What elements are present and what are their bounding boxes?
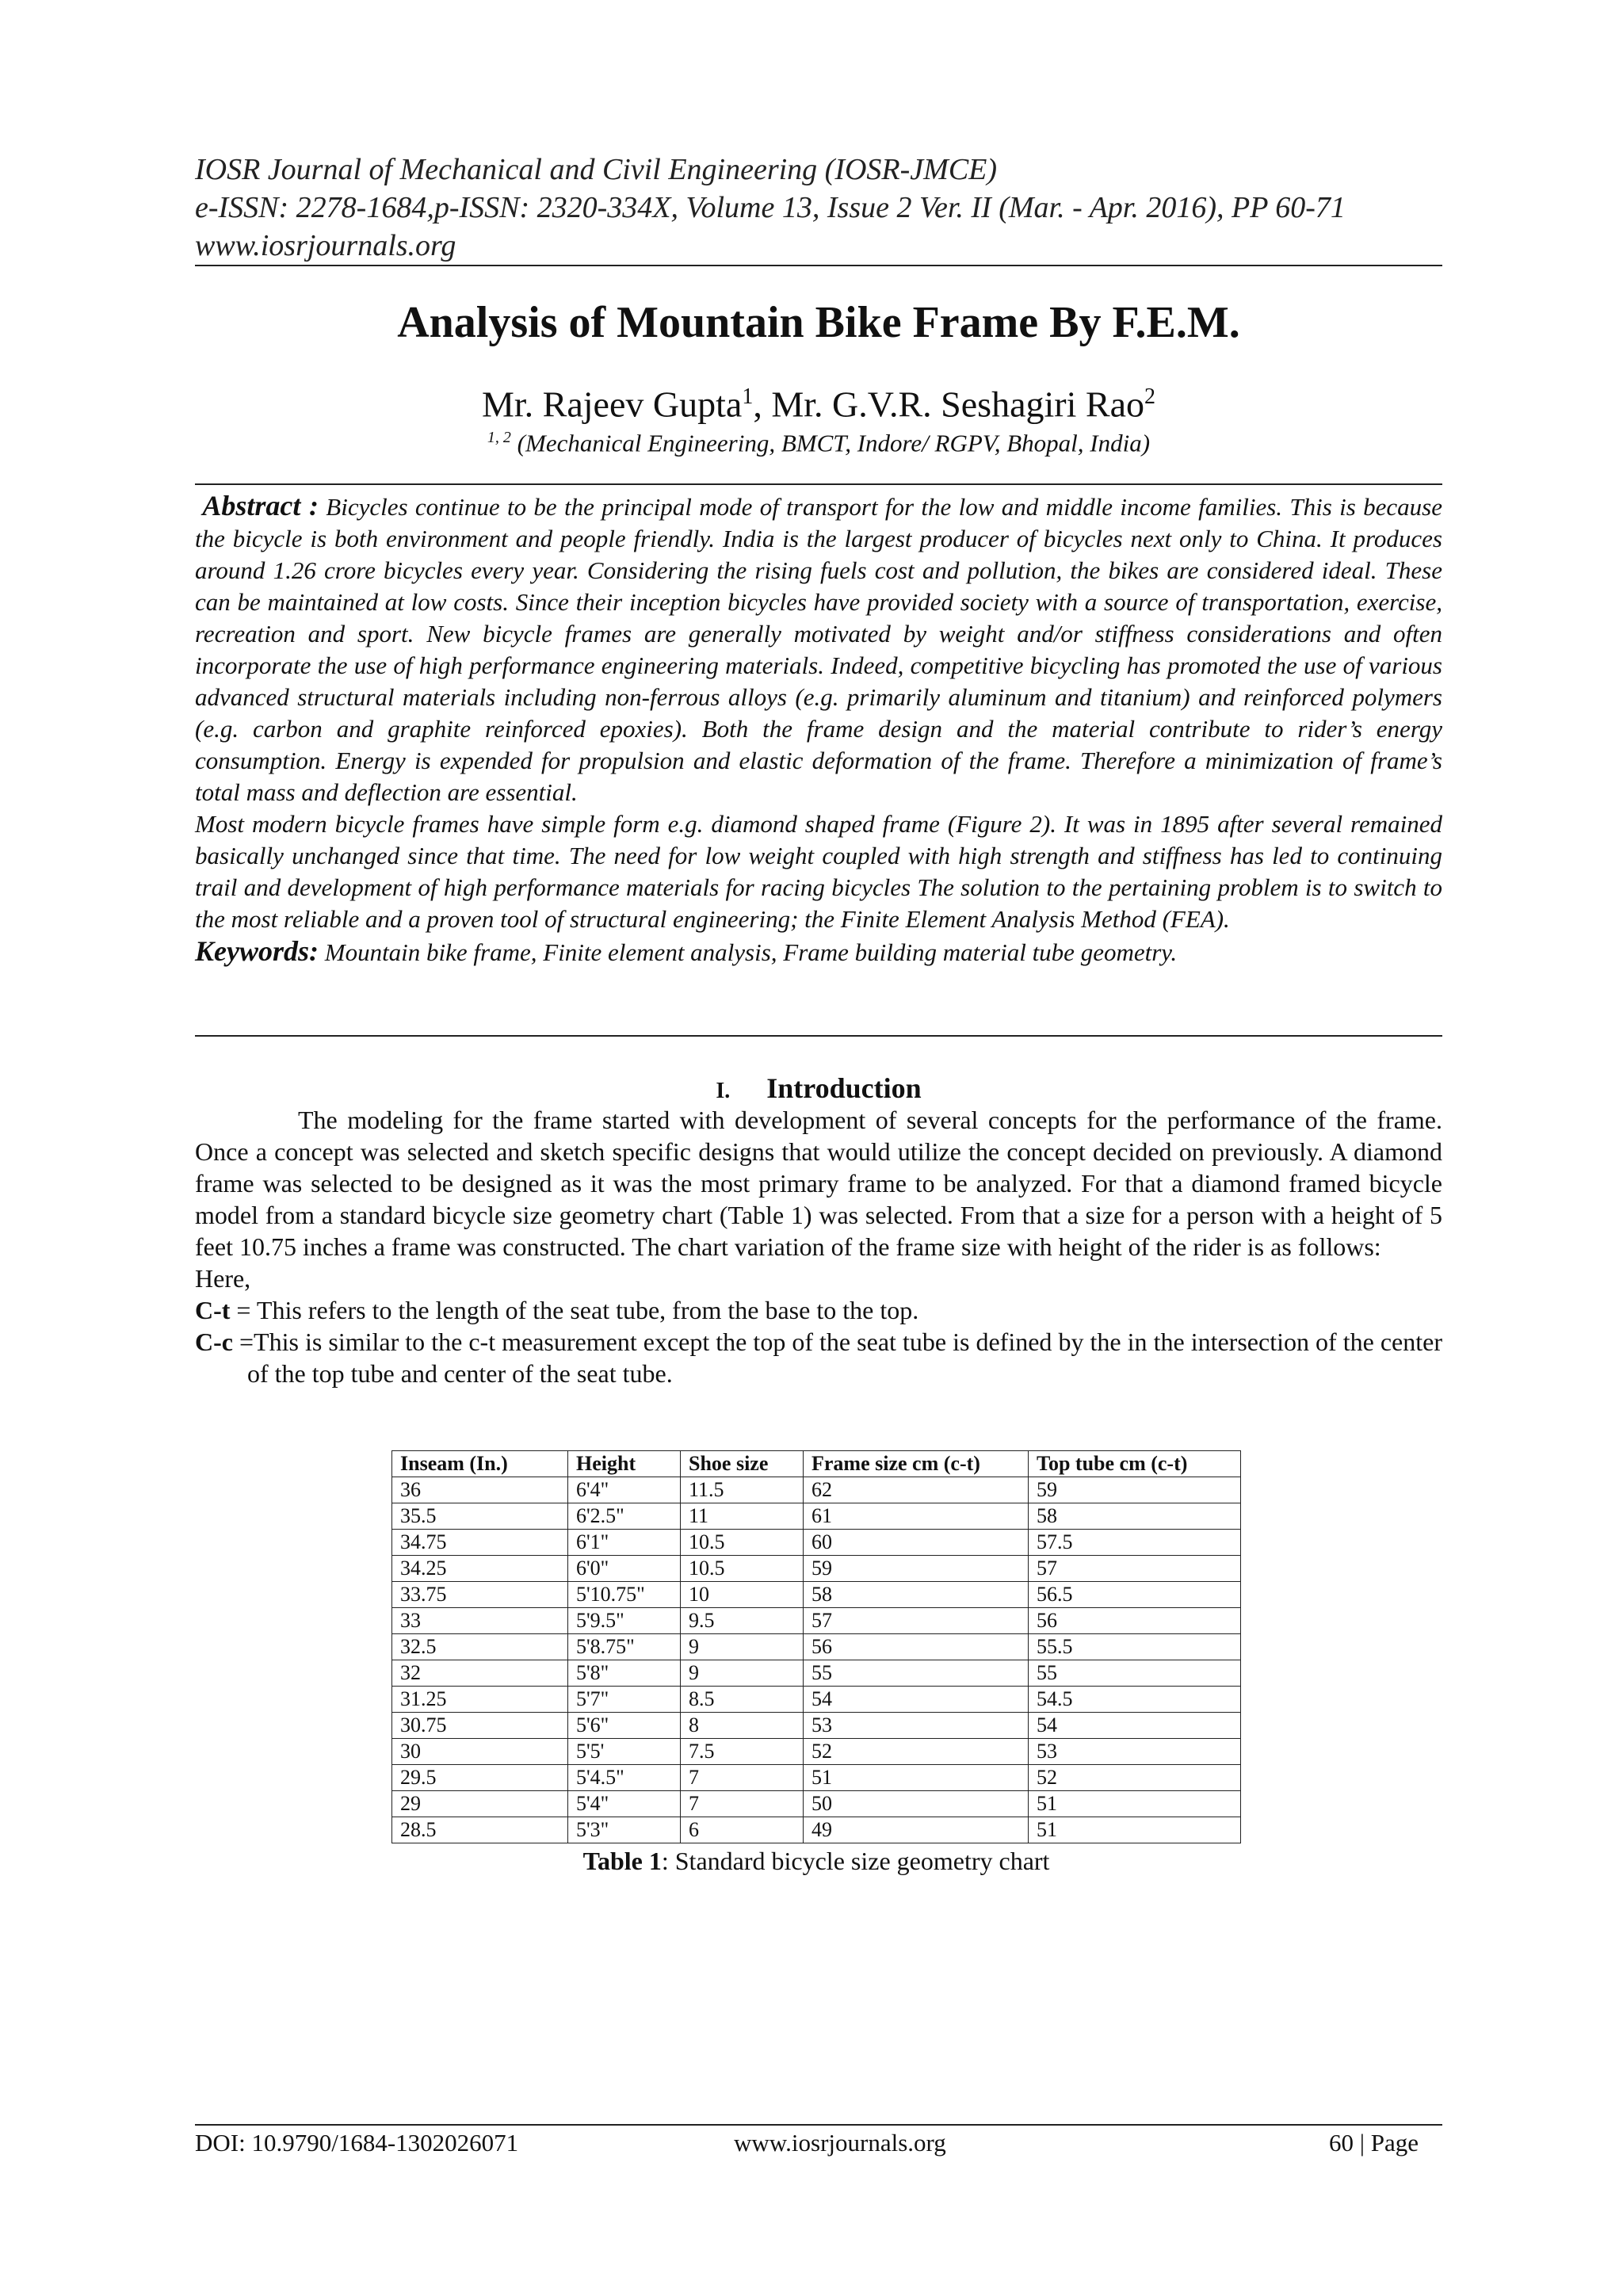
table-row bbox=[392, 1530, 1241, 1556]
section-number: I. bbox=[716, 1079, 731, 1103]
table-cell: 55 bbox=[1029, 1660, 1241, 1687]
table-cell: 59 bbox=[1029, 1477, 1241, 1503]
affiliation bbox=[195, 420, 1442, 460]
table-row bbox=[392, 1739, 1241, 1765]
col-frame-header: Frame size cm (c-t) bbox=[804, 1451, 1029, 1477]
table-cell: 29.5 bbox=[392, 1765, 568, 1791]
table-cell: 7.5 bbox=[681, 1739, 804, 1765]
table-cell: 8 bbox=[681, 1713, 804, 1739]
table-cell: 5'8" bbox=[568, 1660, 681, 1687]
table-cell: 7 bbox=[681, 1791, 804, 1817]
table-row bbox=[392, 1608, 1241, 1634]
table-cell: 10.5 bbox=[681, 1530, 804, 1556]
def-cc-label: C-c bbox=[195, 1328, 233, 1356]
geometry-table bbox=[391, 1450, 1241, 1843]
table-cell: 32.5 bbox=[392, 1634, 568, 1660]
table-cell: 51 bbox=[1029, 1791, 1241, 1817]
table-cell: 30 bbox=[392, 1739, 568, 1765]
table-cell: 58 bbox=[804, 1582, 1029, 1608]
table-cell: 52 bbox=[1029, 1765, 1241, 1791]
table-row bbox=[392, 1817, 1241, 1843]
journal-name: IOSR Journal of Mechanical and Civil Engineering (IOSR-JMCE) bbox=[195, 153, 998, 186]
table-row bbox=[392, 1791, 1241, 1817]
paper-title: Analysis of Mountain Bike Frame By F.E.M. bbox=[397, 298, 1240, 347]
table-row bbox=[392, 1765, 1241, 1791]
keywords-label: Keywords: bbox=[195, 935, 319, 967]
abstract-text-1: Bicycles continue to be the principal mode of transport for the low and middle income families. This is because the bicycle is both environment and people friendly. India is the largest producer of bicycles next only to China. It produces around 1.26 crore bicycles every year. Considering the rising fuels cost and pollution, the bikes are considered ideal. These can be maintained at low costs. Since their inception bicycles have provided society with a source of transportation, exercise, recreation and sport. New bicycle frames are generally motivated by weight and/or stiffness considerations and often incorporate the use of high performance engineering materials. Indeed, competitive bicycling has promoted the use of various advanced structural materials including non-ferrous alloys (e.g. primarily aluminum and titanium) and reinforced polymers (e.g. carbon and graphite reinforced epoxies). Both the frame design and the material contribute to rider’s energy consumption. Energy is expended for propulsion and elastic deformation of the frame. Therefore a minimization of frame’s total mass and deflection are essential. bbox=[195, 493, 1443, 806]
table-cell: 61 bbox=[804, 1503, 1029, 1530]
table-cell: 54 bbox=[1029, 1713, 1241, 1739]
table-cell: 51 bbox=[804, 1765, 1029, 1791]
table-caption bbox=[391, 1845, 1241, 1877]
table-cell: 10.5 bbox=[681, 1556, 804, 1582]
table-caption-text: : Standard bicycle size geometry chart bbox=[661, 1847, 1050, 1875]
table-cell: 6'2.5" bbox=[568, 1503, 681, 1530]
author-1: Mr. Rajeev Gupta bbox=[482, 384, 743, 425]
footer-website[interactable]: www.iosrjournals.org bbox=[734, 2129, 946, 2157]
intro-paragraph: The modeling for the frame started with development of several concepts for the performance of the frame. Once a concept was selected and sketch specific designs that would utilize the concept decided on previously. A diamond frame was selected to be designed as it was the most primary frame to be analyzed. For that a diamond framed bicycle model from a standard bicycle size geometry chart (Table 1) was selected. From that a size for a person with a height of 5 feet 10.75 inches a frame was constructed. The chart variation of the frame size with height of the rider is as follows: bbox=[195, 1106, 1442, 1261]
def-cc-text: =This is similar to the c-t measurement except the top of the seat tube is defined by the in the intersection of the center of the top tube and center of the seat tube. bbox=[232, 1328, 1442, 1388]
abstract-label: Abstract : bbox=[202, 490, 319, 521]
abstract-para-1 bbox=[195, 490, 1442, 808]
affiliation-sup: 1, 2 bbox=[487, 429, 511, 446]
table-cell: 29 bbox=[392, 1791, 568, 1817]
col-shoe-header: Shoe size bbox=[681, 1451, 804, 1477]
table-cell: 50 bbox=[804, 1791, 1029, 1817]
table-cell: 58 bbox=[1029, 1503, 1241, 1530]
table-cell: 5'6" bbox=[568, 1713, 681, 1739]
table-cell: 5'3" bbox=[568, 1817, 681, 1843]
table-cell: 57 bbox=[804, 1608, 1029, 1634]
intro-here: Here, bbox=[195, 1264, 251, 1293]
table-row bbox=[392, 1660, 1241, 1687]
table-cell: 56 bbox=[1029, 1608, 1241, 1634]
abstract-block bbox=[195, 490, 1442, 968]
table-row bbox=[392, 1687, 1241, 1713]
table-cell: 6'4" bbox=[568, 1477, 681, 1503]
table-cell: 33 bbox=[392, 1608, 568, 1634]
abstract-para-2: Most modern bicycle frames have simple form e.g. diamond shaped frame (Figure 2). It was in 1895 after several remained basically unchanged since that time. The need for low weight coupled with high strength and stiffness has led to continuing trail and development of high performance materials for racing bicycles The solution to the pertaining problem is to switch to the most reliable and a proven tool of structural engineering; the Finite Element Analysis Method (FEA). bbox=[195, 810, 1442, 933]
table-cell: 5'4.5" bbox=[568, 1765, 681, 1791]
section-title: Introduction bbox=[766, 1072, 922, 1104]
table-cell: 52 bbox=[804, 1739, 1029, 1765]
table-cell: 32 bbox=[392, 1660, 568, 1687]
table-cell: 5'7" bbox=[568, 1687, 681, 1713]
col-inseam-header: Inseam (In.) bbox=[392, 1451, 568, 1477]
table-cell: 62 bbox=[804, 1477, 1029, 1503]
table-cell: 7 bbox=[681, 1765, 804, 1791]
table-row bbox=[392, 1477, 1241, 1503]
table-cell: 36 bbox=[392, 1477, 568, 1503]
table-cell: 5'5' bbox=[568, 1739, 681, 1765]
table-cell: 9 bbox=[681, 1634, 804, 1660]
geometry-table-wrap bbox=[391, 1450, 1241, 1843]
footer-doi: DOI: 10.9790/1684-1302026071 bbox=[195, 2129, 519, 2157]
table-cell: 56.5 bbox=[1029, 1582, 1241, 1608]
def-cc bbox=[195, 1326, 1442, 1389]
table-cell: 59 bbox=[804, 1556, 1029, 1582]
col-height-header: Height bbox=[568, 1451, 681, 1477]
table-cell: 31.25 bbox=[392, 1687, 568, 1713]
footer-divider bbox=[195, 2124, 1442, 2126]
affiliation-text: (Mechanical Engineering, BMCT, Indore/ RGPV, Bhopal, India) bbox=[510, 429, 1151, 457]
table-row bbox=[392, 1582, 1241, 1608]
table-cell: 9 bbox=[681, 1660, 804, 1687]
keywords-text: Mountain bike frame, Finite element analysis, Frame building material tube geometry. bbox=[324, 938, 1178, 966]
col-toptube-header: Top tube cm (c-t) bbox=[1029, 1451, 1241, 1477]
table-cell: 51 bbox=[1029, 1817, 1241, 1843]
def-ct bbox=[195, 1294, 1442, 1326]
table-cell: 9.5 bbox=[681, 1608, 804, 1634]
table-cell: 6'1" bbox=[568, 1530, 681, 1556]
def-ct-text: = This refers to the length of the seat tube, from the base to the top. bbox=[230, 1296, 919, 1324]
table-row bbox=[392, 1503, 1241, 1530]
table-cell: 34.25 bbox=[392, 1556, 568, 1582]
footer-page-number: 60 | Page bbox=[1329, 2129, 1419, 2157]
table-cell: 6'0" bbox=[568, 1556, 681, 1582]
table-body bbox=[392, 1477, 1241, 1843]
table-cell: 54.5 bbox=[1029, 1687, 1241, 1713]
table-cell: 57 bbox=[1029, 1556, 1241, 1582]
table-cell: 35.5 bbox=[392, 1503, 568, 1530]
table-cell: 54 bbox=[804, 1687, 1029, 1713]
table-cell: 5'4" bbox=[568, 1791, 681, 1817]
table-cell: 5'8.75" bbox=[568, 1634, 681, 1660]
keywords-line bbox=[195, 935, 1442, 968]
table-cell: 56 bbox=[804, 1634, 1029, 1660]
header-divider bbox=[195, 265, 1442, 266]
table-caption-label: Table 1 bbox=[582, 1847, 662, 1875]
table-cell: 53 bbox=[1029, 1739, 1241, 1765]
table-cell: 57.5 bbox=[1029, 1530, 1241, 1556]
def-ct-label: C-t bbox=[195, 1296, 231, 1324]
table-row bbox=[392, 1713, 1241, 1739]
table-cell: 11 bbox=[681, 1503, 804, 1530]
table-header-row bbox=[392, 1451, 1241, 1477]
author-2: Mr. G.V.R. Seshagiri Rao bbox=[771, 384, 1144, 425]
table-cell: 8.5 bbox=[681, 1687, 804, 1713]
author-2-sup: 2 bbox=[1144, 384, 1155, 409]
abstract-top-divider bbox=[195, 483, 1442, 485]
abstract-bottom-divider bbox=[195, 1035, 1442, 1037]
table-cell: 33.75 bbox=[392, 1582, 568, 1608]
table-cell: 30.75 bbox=[392, 1713, 568, 1739]
table-cell: 28.5 bbox=[392, 1817, 568, 1843]
table-cell: 55.5 bbox=[1029, 1634, 1241, 1660]
table-cell: 49 bbox=[804, 1817, 1029, 1843]
table-cell: 10 bbox=[681, 1582, 804, 1608]
table-cell: 34.75 bbox=[392, 1530, 568, 1556]
author-separator: , bbox=[753, 384, 772, 425]
introduction-body bbox=[195, 1104, 1442, 1389]
table-cell: 11.5 bbox=[681, 1477, 804, 1503]
journal-issn: e-ISSN: 2278-1684,p-ISSN: 2320-334X, Volume 13, Issue 2 Ver. II (Mar. - Apr. 2016), PP 60-71 bbox=[195, 191, 1346, 224]
table-cell: 6 bbox=[681, 1817, 804, 1843]
table-cell: 5'10.75" bbox=[568, 1582, 681, 1608]
author-1-sup: 1 bbox=[742, 384, 754, 409]
journal-header bbox=[195, 151, 1442, 265]
table-row bbox=[392, 1634, 1241, 1660]
table-cell: 5'9.5" bbox=[568, 1608, 681, 1634]
table-row bbox=[392, 1556, 1241, 1582]
table-cell: 55 bbox=[804, 1660, 1029, 1687]
journal-website[interactable]: www.iosrjournals.org bbox=[195, 229, 456, 262]
table-cell: 53 bbox=[804, 1713, 1029, 1739]
table-cell: 60 bbox=[804, 1530, 1029, 1556]
